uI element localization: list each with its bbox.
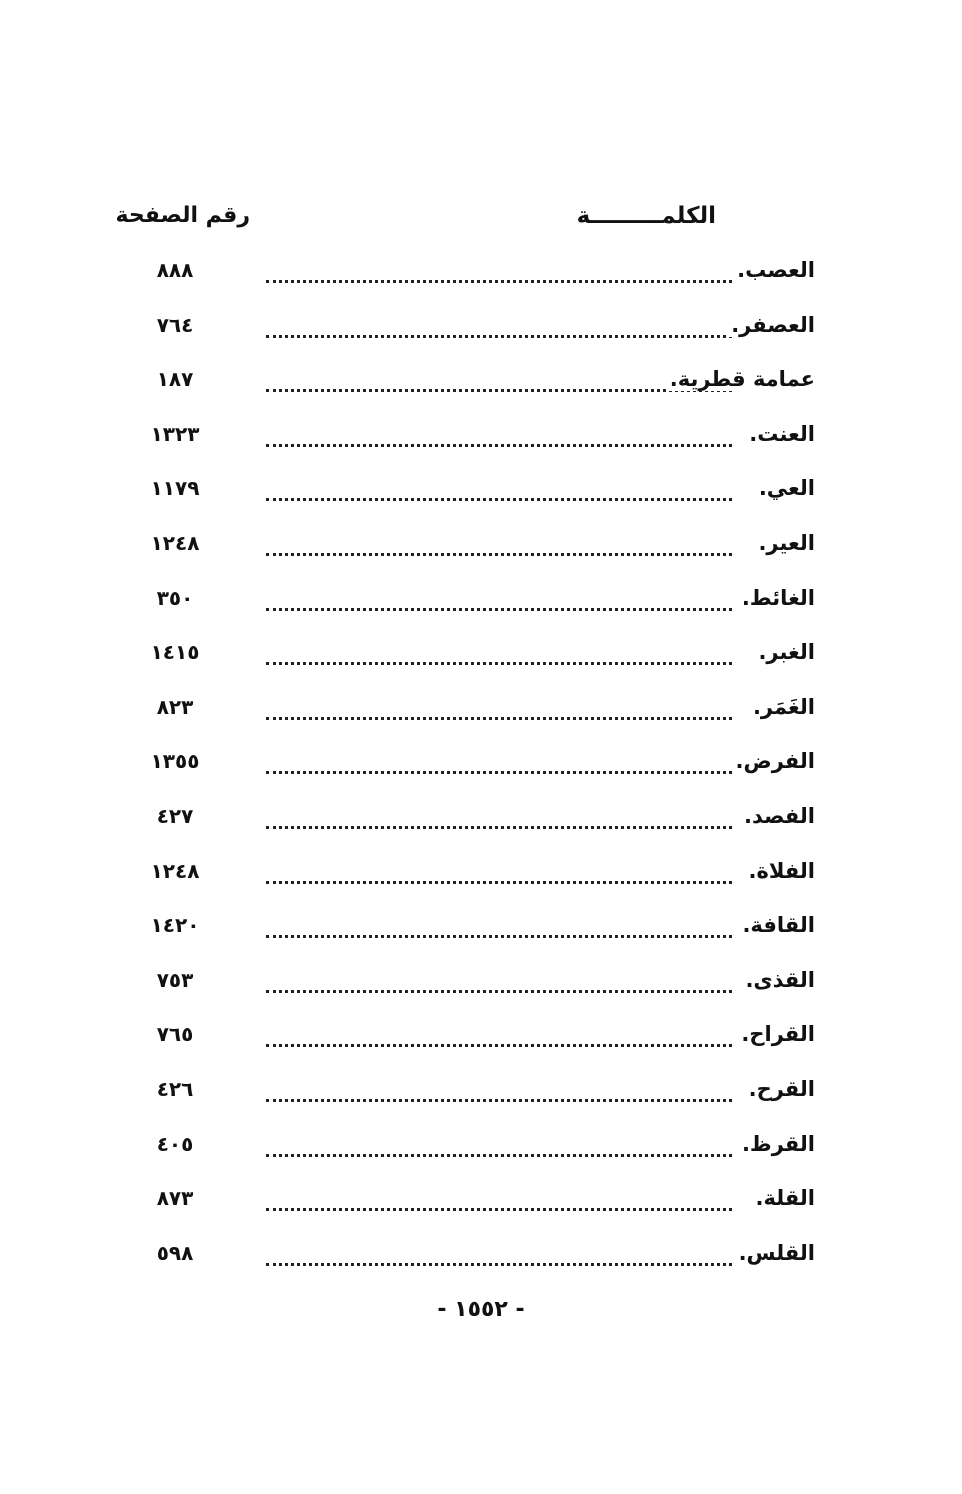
entry-page-number: ١١٧٩ xyxy=(150,476,200,501)
page-footer-number: - ١٥٥٢ - xyxy=(437,1297,525,1322)
leader-dots xyxy=(266,1208,732,1211)
entry-page-number: ٨٢٣ xyxy=(156,694,194,719)
entry-word: العي. xyxy=(755,476,815,500)
entry-word: القرظ. xyxy=(738,1132,815,1156)
leader-dots xyxy=(266,498,732,501)
leader-dots xyxy=(266,280,732,283)
leader-dots xyxy=(266,444,732,447)
index-entries xyxy=(0,246,962,1283)
entry-word: العنت. xyxy=(745,422,815,446)
entry-word: الغائط. xyxy=(738,586,815,610)
index-entry xyxy=(0,628,962,683)
entry-word: القلة. xyxy=(752,1186,815,1210)
leader-dots xyxy=(266,826,732,829)
index-entry xyxy=(0,1065,962,1120)
index-entry xyxy=(0,792,962,847)
entry-word: القرح. xyxy=(745,1077,815,1101)
entry-word: الفصد. xyxy=(740,804,815,828)
entry-page-number: ٧٦٤ xyxy=(156,312,194,337)
entry-word: العير. xyxy=(754,531,815,555)
index-entry xyxy=(0,1174,962,1229)
index-entry xyxy=(0,956,962,1011)
index-entry xyxy=(0,901,962,956)
entry-page-number: ٧٥٣ xyxy=(156,967,194,992)
entry-page-number: ١٤٢٠ xyxy=(150,913,200,938)
entry-page-number: ١٣٥٥ xyxy=(150,749,200,774)
index-entry xyxy=(0,737,962,792)
entry-word: الفلاة. xyxy=(744,859,815,883)
entry-page-number: ٤٢٧ xyxy=(156,803,194,828)
leader-dots xyxy=(266,608,732,611)
entry-word: العصب. xyxy=(733,258,815,282)
entry-page-number: ٨٨٨ xyxy=(156,258,194,282)
index-entry xyxy=(0,683,962,738)
entry-word: القذى. xyxy=(741,968,815,992)
entry-word: القلس. xyxy=(735,1241,815,1265)
index-entry xyxy=(0,1010,962,1065)
leader-dots xyxy=(266,717,732,720)
leader-dots xyxy=(266,662,732,665)
entry-page-number: ١٤١٥ xyxy=(150,640,200,665)
entry-page-number: ٥٩٨ xyxy=(156,1240,194,1265)
leader-dots xyxy=(266,335,732,338)
leader-dots xyxy=(266,935,732,938)
entry-word: القافة. xyxy=(738,913,815,937)
page-number-column-heading: رقم الصفحة xyxy=(115,203,250,228)
entry-page-number: ٨٧٣ xyxy=(156,1186,194,1211)
entry-page-number: ١٨٧ xyxy=(156,367,194,392)
entry-page-number: ٤٠٥ xyxy=(156,1131,194,1156)
word-column-heading: الكلمـــــــــة xyxy=(576,203,716,229)
index-entry xyxy=(0,410,962,465)
index-entry xyxy=(0,574,962,629)
entry-page-number: ١٢٤٨ xyxy=(150,858,200,883)
index-entry xyxy=(0,464,962,519)
leader-dots xyxy=(266,771,732,774)
leader-dots xyxy=(266,1263,732,1266)
index-header xyxy=(0,203,962,243)
index-entry xyxy=(0,246,962,301)
entry-page-number: ٧٦٥ xyxy=(156,1022,194,1047)
leader-dots xyxy=(266,1154,732,1157)
leader-dots xyxy=(266,389,732,392)
entry-word: الغَمَر. xyxy=(749,695,815,719)
entry-word: الغبر. xyxy=(754,640,815,664)
index-entry xyxy=(0,1120,962,1175)
entry-word: القراح. xyxy=(737,1022,815,1046)
entry-page-number: ٤٢٦ xyxy=(156,1076,194,1101)
leader-dots xyxy=(266,1099,732,1102)
leader-dots xyxy=(266,990,732,993)
entry-page-number: ١٢٤٨ xyxy=(150,530,200,555)
index-entry xyxy=(0,847,962,902)
index-entry xyxy=(0,301,962,356)
entry-word: العصفر. xyxy=(727,313,815,337)
leader-dots xyxy=(266,553,732,556)
entry-page-number: ٣٥٠ xyxy=(156,585,194,610)
index-entry xyxy=(0,1229,962,1284)
entry-page-number: ١٣٢٣ xyxy=(150,421,200,446)
index-entry xyxy=(0,355,962,410)
entry-word: عمامة قطرية. xyxy=(666,367,815,391)
leader-dots xyxy=(266,881,732,884)
entry-word: الفرض. xyxy=(732,749,816,773)
index-entry xyxy=(0,519,962,574)
leader-dots xyxy=(266,1044,732,1047)
